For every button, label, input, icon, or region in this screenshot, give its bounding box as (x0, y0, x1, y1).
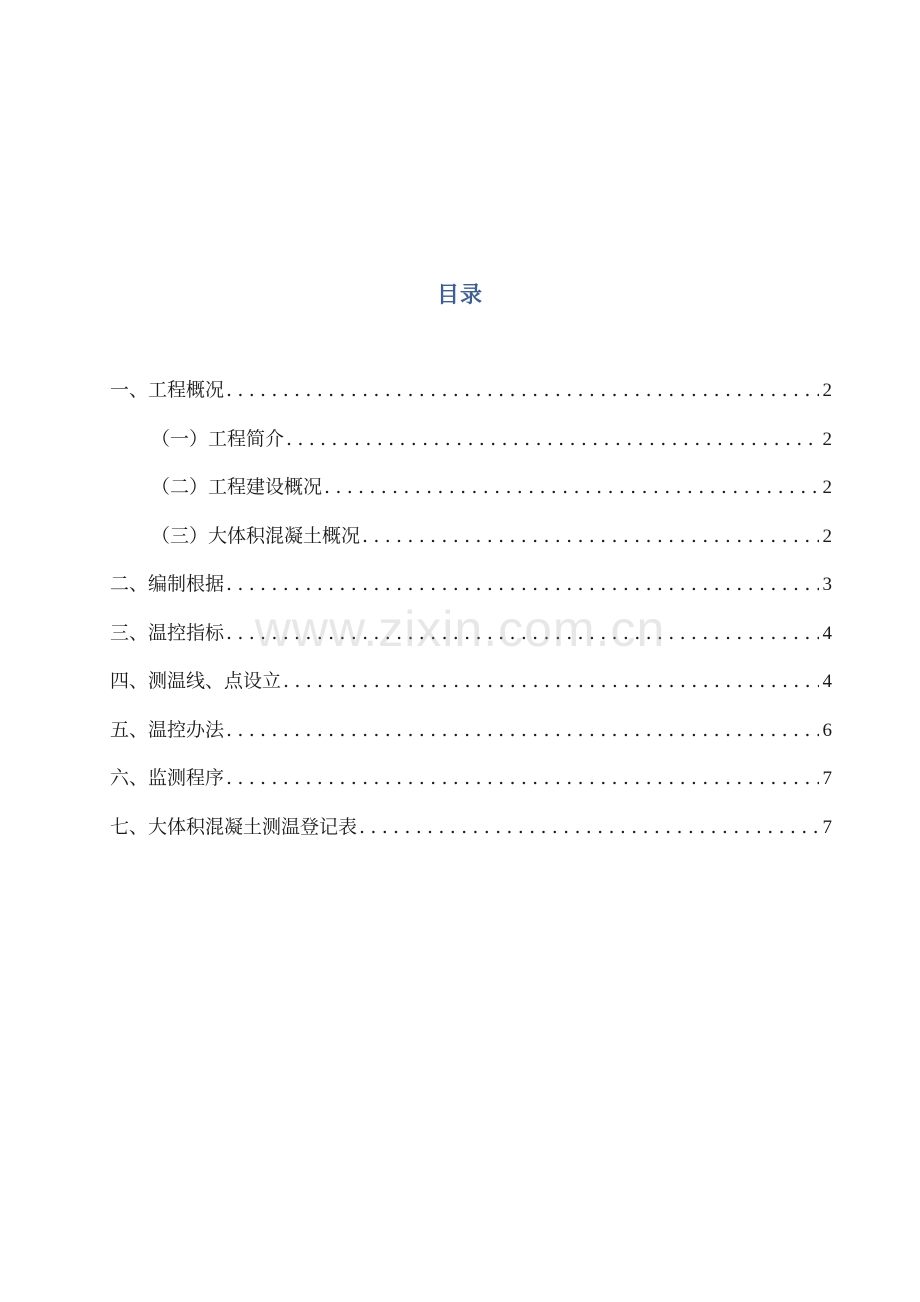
toc-entry[interactable] (110, 518, 832, 567)
toc-entry[interactable] (110, 421, 832, 470)
toc-entry-text: 七、大体积混凝土测温登记表 (110, 815, 358, 838)
toc-entry-text: （三）大体积混凝土概况 (151, 524, 361, 547)
toc-entry[interactable] (110, 760, 832, 809)
toc-entry-text: （二）工程建设概况 (151, 476, 323, 498)
toc-dot-leader (226, 372, 818, 408)
toc-entry-text: 三、温控指标 (110, 621, 225, 644)
toc-dot-leader (226, 712, 818, 748)
toc-dot-leader (324, 469, 818, 505)
toc-entry[interactable] (110, 372, 832, 421)
toc-entry-text: 四、测温线、点设立 (110, 670, 282, 692)
toc-page-number: 2 (822, 380, 832, 401)
table-of-contents (110, 372, 832, 857)
toc-dot-leader (226, 566, 818, 602)
toc-entry-text: 六、监测程序 (110, 767, 225, 789)
toc-entry[interactable] (110, 469, 832, 518)
toc-page-number: 6 (822, 719, 832, 741)
toc-entry[interactable] (110, 663, 832, 712)
toc-entry[interactable] (110, 809, 832, 858)
toc-dot-leader (362, 518, 818, 554)
toc-page-number: 3 (822, 574, 832, 595)
toc-page-number: 4 (822, 622, 832, 644)
toc-entry-text: （一）工程简介 (151, 427, 285, 450)
toc-entry[interactable] (110, 566, 832, 615)
toc-dot-leader (226, 615, 818, 651)
watermark: www.zixin.com.cn (254, 601, 666, 657)
toc-dot-leader (226, 760, 818, 796)
toc-title: 目录 (436, 282, 483, 308)
toc-dot-leader (283, 663, 818, 699)
toc-page-number: 2 (822, 525, 832, 547)
toc-entry[interactable] (110, 615, 832, 664)
toc-page-number: 4 (822, 671, 832, 692)
toc-page-number: 7 (822, 816, 832, 838)
toc-dot-leader (286, 421, 818, 457)
toc-entry-text: 五、温控办法 (110, 718, 225, 741)
toc-page-number: 2 (822, 428, 832, 450)
toc-entry-text: 一、工程概况 (110, 379, 225, 401)
toc-dot-leader (359, 809, 818, 845)
toc-entry-text: 二、编制根据 (110, 573, 225, 595)
toc-page-number: 2 (822, 477, 832, 498)
toc-page-number: 7 (822, 768, 832, 789)
toc-entry[interactable] (110, 712, 832, 761)
